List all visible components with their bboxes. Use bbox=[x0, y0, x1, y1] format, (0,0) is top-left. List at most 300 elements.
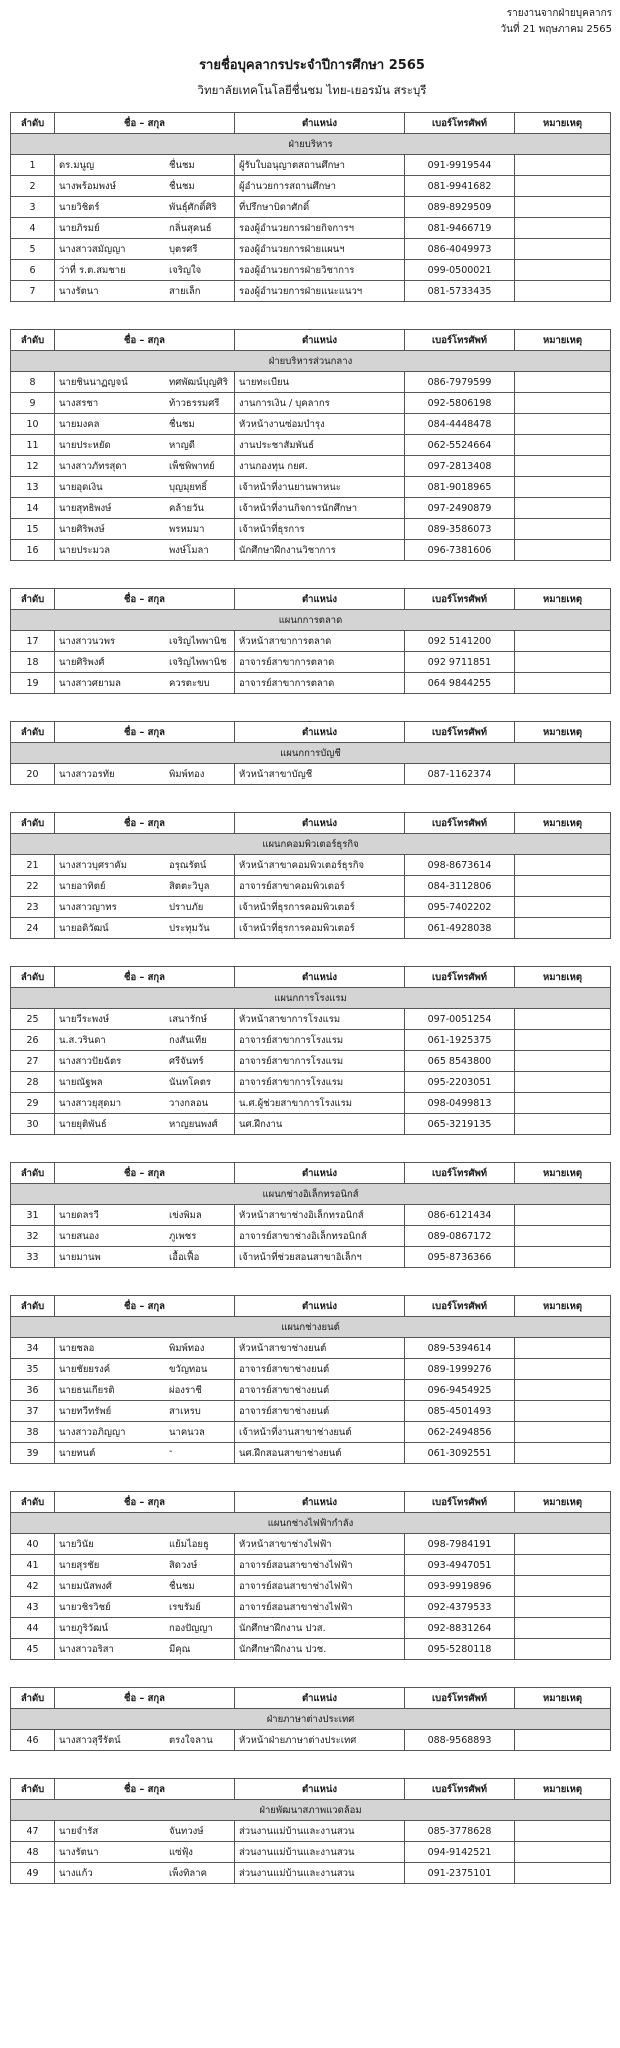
page-subtitle: วิทยาลัยเทคโนโลยีชื่นชม ไทย-เยอรมัน สระบุรี bbox=[197, 83, 427, 97]
note-cell bbox=[515, 1639, 611, 1660]
first-name: นายอุดเงิน bbox=[59, 481, 103, 493]
table-row bbox=[11, 1821, 611, 1842]
row-number: 12 bbox=[11, 456, 55, 477]
first-name: ดร.มนูญ bbox=[59, 159, 95, 171]
department-name: ฝ่ายภาษาต่างประเทศ bbox=[11, 1709, 611, 1730]
first-name: นางสาวญาทร bbox=[59, 901, 117, 913]
person-name-cell bbox=[55, 1821, 235, 1842]
table-header-row bbox=[11, 722, 611, 743]
person-name-cell bbox=[55, 477, 235, 498]
column-header-name: ชื่อ – สกุล bbox=[55, 1688, 235, 1709]
phone-cell: 086-4049973 bbox=[405, 239, 515, 260]
department-table bbox=[10, 1491, 611, 1660]
first-name: นายสุรชัย bbox=[59, 1559, 100, 1571]
first-name: นายมงคล bbox=[59, 418, 100, 430]
first-name: นายทวีทรัพย์ bbox=[59, 1405, 112, 1417]
table-row bbox=[11, 477, 611, 498]
row-number: 45 bbox=[11, 1639, 55, 1660]
person-name-cell bbox=[55, 456, 235, 477]
table-row bbox=[11, 1009, 611, 1030]
row-number: 3 bbox=[11, 197, 55, 218]
column-header-no: ลำดับ bbox=[11, 589, 55, 610]
row-number: 23 bbox=[11, 897, 55, 918]
column-header-position: ตำแหน่ง bbox=[235, 330, 405, 351]
position-cell: งานกองทุน กยศ. bbox=[235, 456, 405, 477]
column-header-note: หมายเหตุ bbox=[515, 1296, 611, 1317]
note-cell bbox=[515, 764, 611, 785]
last-name: ชื่นชม bbox=[169, 159, 195, 171]
person-name-cell bbox=[55, 260, 235, 281]
table-row bbox=[11, 456, 611, 477]
column-header-phone: เบอร์โทรศัพท์ bbox=[405, 1492, 515, 1513]
column-header-note: หมายเหตุ bbox=[515, 1779, 611, 1800]
last-name: เสนารักษ์ bbox=[169, 1013, 207, 1025]
last-name: เอื้อเฟื้อ bbox=[169, 1251, 200, 1263]
row-number: 2 bbox=[11, 176, 55, 197]
phone-cell: 061-3092551 bbox=[405, 1443, 515, 1464]
column-header-name: ชื่อ – สกุล bbox=[55, 589, 235, 610]
row-number: 16 bbox=[11, 540, 55, 561]
person-name-cell bbox=[55, 1842, 235, 1863]
department-table bbox=[10, 1687, 611, 1751]
note-cell bbox=[515, 1009, 611, 1030]
position-cell: ผู้อำนวยการสถานศึกษา bbox=[235, 176, 405, 197]
first-name: นายประหยัด bbox=[59, 439, 111, 451]
first-name: นายวิชิตร์ bbox=[59, 201, 100, 213]
note-cell bbox=[515, 1534, 611, 1555]
phone-cell: 097-2490879 bbox=[405, 498, 515, 519]
first-name: นางสาวอภิญญา bbox=[59, 1426, 126, 1438]
person-name-cell bbox=[55, 1730, 235, 1751]
last-name: หาญยนพงศ์ bbox=[169, 1118, 218, 1130]
phone-cell: 089-8929509 bbox=[405, 197, 515, 218]
position-cell: อาจารย์สาขาการตลาด bbox=[235, 673, 405, 694]
column-header-phone: เบอร์โทรศัพท์ bbox=[405, 967, 515, 988]
table-row bbox=[11, 1359, 611, 1380]
note-cell bbox=[515, 1422, 611, 1443]
person-name-cell bbox=[55, 764, 235, 785]
first-name: นางสาวศยามล bbox=[59, 677, 121, 689]
note-cell bbox=[515, 897, 611, 918]
person-name-cell bbox=[55, 239, 235, 260]
last-name: ชื่นชม bbox=[169, 418, 195, 430]
column-header-no: ลำดับ bbox=[11, 967, 55, 988]
note-cell bbox=[515, 1247, 611, 1268]
department-header-row bbox=[11, 1317, 611, 1338]
column-header-note: หมายเหตุ bbox=[515, 1163, 611, 1184]
table-row bbox=[11, 281, 611, 302]
first-name: นายอาทิตย์ bbox=[59, 880, 106, 892]
column-header-no: ลำดับ bbox=[11, 330, 55, 351]
phone-cell: 089-1999276 bbox=[405, 1359, 515, 1380]
last-name: เพ็ชพิพาทย์ bbox=[169, 460, 215, 472]
person-name-cell bbox=[55, 1863, 235, 1884]
phone-cell: 062-5524664 bbox=[405, 435, 515, 456]
column-header-note: หมายเหตุ bbox=[515, 330, 611, 351]
column-header-position: ตำแหน่ง bbox=[235, 1492, 405, 1513]
person-name-cell bbox=[55, 1618, 235, 1639]
first-name: นางแก้ว bbox=[59, 1867, 93, 1879]
last-name: นาคนวล bbox=[169, 1426, 205, 1438]
position-cell: อาจารย์สอนสาขาช่างไฟฟ้า bbox=[235, 1555, 405, 1576]
person-name-cell bbox=[55, 897, 235, 918]
column-header-no: ลำดับ bbox=[11, 1296, 55, 1317]
column-header-name: ชื่อ – สกุล bbox=[55, 1779, 235, 1800]
column-header-note: หมายเหตุ bbox=[515, 967, 611, 988]
note-cell bbox=[515, 393, 611, 414]
position-cell: รองผู้อำนวยการฝ่ายแผนฯ bbox=[235, 239, 405, 260]
note-cell bbox=[515, 1618, 611, 1639]
note-cell bbox=[515, 1051, 611, 1072]
table-row bbox=[11, 1226, 611, 1247]
column-header-position: ตำแหน่ง bbox=[235, 1296, 405, 1317]
table-row bbox=[11, 414, 611, 435]
first-name: นางสาวอริสา bbox=[59, 1643, 114, 1655]
column-header-phone: เบอร์โทรศัพท์ bbox=[405, 113, 515, 134]
last-name: จันทวงษ์ bbox=[169, 1825, 204, 1837]
phone-cell: 092 9711851 bbox=[405, 652, 515, 673]
last-name: ทศพัฒน์บุญศิริ bbox=[169, 376, 228, 388]
table-row bbox=[11, 1597, 611, 1618]
first-name: นางสาวปัยฉัตร bbox=[59, 1055, 122, 1067]
row-number: 37 bbox=[11, 1401, 55, 1422]
person-name-cell bbox=[55, 218, 235, 239]
person-name-cell bbox=[55, 1009, 235, 1030]
person-name-cell bbox=[55, 1072, 235, 1093]
position-cell: อาจารย์สาขาการโรงแรม bbox=[235, 1072, 405, 1093]
table-header-row bbox=[11, 1296, 611, 1317]
table-row bbox=[11, 260, 611, 281]
table-row bbox=[11, 540, 611, 561]
phone-cell: 092-4379533 bbox=[405, 1597, 515, 1618]
first-name: นายสุทธิพงษ์ bbox=[59, 502, 112, 514]
row-number: 18 bbox=[11, 652, 55, 673]
last-name: เข่งพิมล bbox=[169, 1209, 202, 1221]
first-name: นายวีระพงษ์ bbox=[59, 1013, 110, 1025]
last-name: พรหมมา bbox=[169, 523, 205, 535]
department-table bbox=[10, 1778, 611, 1884]
position-cell: เจ้าหน้าที่ธุรการ bbox=[235, 519, 405, 540]
person-name-cell bbox=[55, 673, 235, 694]
column-header-name: ชื่อ – สกุล bbox=[55, 722, 235, 743]
last-name: บุญมุยทธิ์ bbox=[169, 481, 208, 493]
department-table bbox=[10, 1162, 611, 1268]
phone-cell: 065-3219135 bbox=[405, 1114, 515, 1135]
person-name-cell bbox=[55, 393, 235, 414]
first-name: นายภิรมย์ bbox=[59, 222, 100, 234]
position-cell: เจ้าหน้าที่ธุรการคอมพิวเตอร์ bbox=[235, 897, 405, 918]
table-row bbox=[11, 197, 611, 218]
first-name: นางสาวสมัญญา bbox=[59, 243, 126, 255]
column-header-position: ตำแหน่ง bbox=[235, 967, 405, 988]
table-row bbox=[11, 1247, 611, 1268]
row-number: 40 bbox=[11, 1534, 55, 1555]
last-name: สิดวงษ์ bbox=[169, 1559, 198, 1571]
table-row bbox=[11, 1072, 611, 1093]
last-name: ผ่องราชี bbox=[169, 1384, 202, 1396]
note-cell bbox=[515, 218, 611, 239]
table-row bbox=[11, 435, 611, 456]
position-cell: หัวหน้าสาขาช่างไฟฟ้า bbox=[235, 1534, 405, 1555]
column-header-position: ตำแหน่ง bbox=[235, 1779, 405, 1800]
column-header-name: ชื่อ – สกุล bbox=[55, 1492, 235, 1513]
table-header-row bbox=[11, 589, 611, 610]
person-name-cell bbox=[55, 876, 235, 897]
column-header-note: หมายเหตุ bbox=[515, 813, 611, 834]
note-cell bbox=[515, 876, 611, 897]
first-name: นายมานพ bbox=[59, 1251, 101, 1263]
row-number: 4 bbox=[11, 218, 55, 239]
position-cell: รองผู้อำนวยการฝ่ายแนะแนวฯ bbox=[235, 281, 405, 302]
table-row bbox=[11, 372, 611, 393]
table-header-row bbox=[11, 813, 611, 834]
last-name: ประทุมวัน bbox=[169, 922, 210, 934]
note-cell bbox=[515, 414, 611, 435]
last-name: กองปัญญา bbox=[169, 1622, 213, 1634]
phone-cell: 062-2494856 bbox=[405, 1422, 515, 1443]
column-header-phone: เบอร์โทรศัพท์ bbox=[405, 1163, 515, 1184]
column-header-note: หมายเหตุ bbox=[515, 589, 611, 610]
phone-cell: 096-7381606 bbox=[405, 540, 515, 561]
row-number: 24 bbox=[11, 918, 55, 939]
department-name: แผนกคอมพิวเตอร์ธุรกิจ bbox=[11, 834, 611, 855]
first-name: นายประมวล bbox=[59, 544, 111, 556]
last-name: ชื่นชม bbox=[169, 180, 195, 192]
table-row bbox=[11, 1093, 611, 1114]
position-cell: เจ้าหน้าที่งานสาขาช่างยนต์ bbox=[235, 1422, 405, 1443]
note-cell bbox=[515, 1555, 611, 1576]
phone-cell: 095-7402202 bbox=[405, 897, 515, 918]
first-name: นางรัตนา bbox=[59, 1846, 99, 1858]
column-header-no: ลำดับ bbox=[11, 1688, 55, 1709]
phone-cell: 081-9941682 bbox=[405, 176, 515, 197]
column-header-note: หมายเหตุ bbox=[515, 113, 611, 134]
position-cell: หัวหน้าสาขาการตลาด bbox=[235, 631, 405, 652]
first-name: นายณัฐพล bbox=[59, 1076, 103, 1088]
position-cell: ส่วนงานแม่บ้านและงานสวน bbox=[235, 1821, 405, 1842]
table-header-row bbox=[11, 330, 611, 351]
table-row bbox=[11, 631, 611, 652]
row-number: 47 bbox=[11, 1821, 55, 1842]
phone-cell: 087-1162374 bbox=[405, 764, 515, 785]
table-row bbox=[11, 1205, 611, 1226]
report-date: วันที่ 21 พฤษภาคม 2565 bbox=[500, 24, 612, 35]
column-header-position: ตำแหน่ง bbox=[235, 1163, 405, 1184]
position-cell: หัวหน้าสาขาบัญชี bbox=[235, 764, 405, 785]
row-number: 20 bbox=[11, 764, 55, 785]
position-cell: หัวหน้าสาขาช่างยนต์ bbox=[235, 1338, 405, 1359]
note-cell bbox=[515, 281, 611, 302]
last-name: นันทโคตร bbox=[169, 1076, 211, 1088]
position-cell: งานการเงิน / บุคลากร bbox=[235, 393, 405, 414]
row-number: 31 bbox=[11, 1205, 55, 1226]
department-name: แผนกการโรงแรม bbox=[11, 988, 611, 1009]
department-header-row bbox=[11, 1709, 611, 1730]
row-number: 28 bbox=[11, 1072, 55, 1093]
column-header-position: ตำแหน่ง bbox=[235, 722, 405, 743]
note-cell bbox=[515, 918, 611, 939]
row-number: 39 bbox=[11, 1443, 55, 1464]
person-name-cell bbox=[55, 918, 235, 939]
phone-cell: 061-4928038 bbox=[405, 918, 515, 939]
column-header-no: ลำดับ bbox=[11, 113, 55, 134]
position-cell: นายทะเบียน bbox=[235, 372, 405, 393]
position-cell: นักศึกษาฝึกงาน ปวช. bbox=[235, 1639, 405, 1660]
last-name: ขวัญทอน bbox=[169, 1363, 208, 1375]
last-name: บุตรศรี bbox=[169, 243, 198, 255]
first-name: นางสาวยุสุดมา bbox=[59, 1097, 122, 1109]
note-cell bbox=[515, 1072, 611, 1093]
person-name-cell bbox=[55, 155, 235, 176]
phone-cell: 099-0500021 bbox=[405, 260, 515, 281]
phone-cell: 098-8673614 bbox=[405, 855, 515, 876]
first-name: นายวชิรวิชย์ bbox=[59, 1601, 111, 1613]
position-cell: อาจารย์สาขาช่างยนต์ bbox=[235, 1359, 405, 1380]
department-header-row bbox=[11, 1184, 611, 1205]
table-header-row bbox=[11, 1688, 611, 1709]
phone-cell: 081-9466719 bbox=[405, 218, 515, 239]
last-name: ตรงใจลาน bbox=[169, 1734, 213, 1746]
department-name: ฝ่ายพัฒนาสภาพแวดล้อม bbox=[11, 1800, 611, 1821]
table-row bbox=[11, 673, 611, 694]
note-cell bbox=[515, 498, 611, 519]
person-name-cell bbox=[55, 1030, 235, 1051]
column-header-name: ชื่อ – สกุล bbox=[55, 813, 235, 834]
phone-cell: 093-9919896 bbox=[405, 1576, 515, 1597]
first-name: นายวินัย bbox=[59, 1538, 94, 1550]
first-name: นายยุติพันธ์ bbox=[59, 1118, 107, 1130]
table-row bbox=[11, 1401, 611, 1422]
phone-cell: 092-5806198 bbox=[405, 393, 515, 414]
last-name: สายเล็ก bbox=[169, 285, 201, 297]
column-header-name: ชื่อ – สกุล bbox=[55, 330, 235, 351]
last-name: เรขรัมย์ bbox=[169, 1601, 201, 1613]
first-name: นางสาวสุรีรัตน์ bbox=[59, 1734, 121, 1746]
person-name-cell bbox=[55, 1247, 235, 1268]
last-name: สิตตะวิบูล bbox=[169, 880, 210, 892]
person-name-cell bbox=[55, 1597, 235, 1618]
phone-cell: 098-0499813 bbox=[405, 1093, 515, 1114]
row-number: 27 bbox=[11, 1051, 55, 1072]
position-cell: นศ.ฝึกสอนสาขาช่างยนต์ bbox=[235, 1443, 405, 1464]
person-name-cell bbox=[55, 1114, 235, 1135]
note-cell bbox=[515, 1821, 611, 1842]
person-name-cell bbox=[55, 1380, 235, 1401]
position-cell: เจ้าหน้าที่งานยานพาหนะ bbox=[235, 477, 405, 498]
note-cell bbox=[515, 176, 611, 197]
note-cell bbox=[515, 1226, 611, 1247]
row-number: 32 bbox=[11, 1226, 55, 1247]
last-name: เจริญใจ bbox=[169, 264, 202, 276]
position-cell: น.ศ.ผู้ช่วยสาขาการโรงแรม bbox=[235, 1093, 405, 1114]
table-row bbox=[11, 1576, 611, 1597]
column-header-position: ตำแหน่ง bbox=[235, 589, 405, 610]
last-name: ท้าวธรรมศรี bbox=[169, 397, 220, 409]
person-name-cell bbox=[55, 414, 235, 435]
last-name: แซ่ฟุ้ง bbox=[169, 1846, 193, 1858]
first-name: นายธนเกียรติ bbox=[59, 1384, 115, 1396]
last-name: อรุณรัตน์ bbox=[169, 859, 207, 871]
row-number: 22 bbox=[11, 876, 55, 897]
last-name: สาเหรบ bbox=[169, 1405, 201, 1417]
phone-cell: 064 9844255 bbox=[405, 673, 515, 694]
note-cell bbox=[515, 1576, 611, 1597]
column-header-no: ลำดับ bbox=[11, 813, 55, 834]
table-row bbox=[11, 1380, 611, 1401]
phone-cell: 095-2203051 bbox=[405, 1072, 515, 1093]
person-name-cell bbox=[55, 1051, 235, 1072]
position-cell: ส่วนงานแม่บ้านและงานสวน bbox=[235, 1863, 405, 1884]
table-row bbox=[11, 1030, 611, 1051]
first-name: นายทนต์ bbox=[59, 1447, 96, 1459]
department-header-row bbox=[11, 743, 611, 764]
row-number: 42 bbox=[11, 1576, 55, 1597]
last-name: มีคุณ bbox=[169, 1643, 191, 1655]
table-header-row bbox=[11, 1779, 611, 1800]
table-row bbox=[11, 652, 611, 673]
last-name: กงสันเทีย bbox=[169, 1034, 207, 1046]
table-header-row bbox=[11, 967, 611, 988]
last-name: แย้มไอยธู bbox=[169, 1538, 209, 1550]
note-cell bbox=[515, 631, 611, 652]
table-row bbox=[11, 239, 611, 260]
last-name: เพ็งทิลาค bbox=[169, 1867, 207, 1879]
first-name: นางสาวภัทรสุดา bbox=[59, 460, 127, 472]
phone-cell: 095-5280118 bbox=[405, 1639, 515, 1660]
page-title: รายชื่อบุคลากรประจำปีการศึกษา 2565 bbox=[199, 58, 425, 73]
department-header-row bbox=[11, 1800, 611, 1821]
person-name-cell bbox=[55, 372, 235, 393]
person-name-cell bbox=[55, 855, 235, 876]
department-name: แผนกการตลาด bbox=[11, 610, 611, 631]
row-number: 7 bbox=[11, 281, 55, 302]
first-name: นายภูริวัฒน์ bbox=[59, 1622, 109, 1634]
table-row bbox=[11, 918, 611, 939]
note-cell bbox=[515, 155, 611, 176]
position-cell: นักศึกษาฝึกงาน ปวส. bbox=[235, 1618, 405, 1639]
table-row bbox=[11, 1555, 611, 1576]
row-number: 33 bbox=[11, 1247, 55, 1268]
row-number: 17 bbox=[11, 631, 55, 652]
first-name: นายจำรัส bbox=[59, 1825, 99, 1837]
department-header-row bbox=[11, 351, 611, 372]
table-row bbox=[11, 218, 611, 239]
position-cell: ที่ปรึกษาบิดาศักดิ์ bbox=[235, 197, 405, 218]
last-name: เจริญไพพานิช bbox=[169, 635, 227, 647]
department-table bbox=[10, 721, 611, 785]
note-cell bbox=[515, 855, 611, 876]
note-cell bbox=[515, 197, 611, 218]
phone-cell: 086-6121434 bbox=[405, 1205, 515, 1226]
column-header-note: หมายเหตุ bbox=[515, 1688, 611, 1709]
first-name: นายศิริพงศ์ bbox=[59, 656, 105, 668]
table-row bbox=[11, 855, 611, 876]
position-cell: เจ้าหน้าที่ช่วยสอนสาขาอิเล็กฯ bbox=[235, 1247, 405, 1268]
position-cell: อาจารย์สอนสาขาช่างไฟฟ้า bbox=[235, 1576, 405, 1597]
note-cell bbox=[515, 1359, 611, 1380]
column-header-note: หมายเหตุ bbox=[515, 722, 611, 743]
department-name: ฝ่ายบริหาร bbox=[11, 134, 611, 155]
row-number: 35 bbox=[11, 1359, 55, 1380]
first-name: นางสาวนวพร bbox=[59, 635, 116, 647]
table-header-row bbox=[11, 1163, 611, 1184]
last-name: ชื่นชม bbox=[169, 1580, 195, 1592]
phone-cell: 065 8543800 bbox=[405, 1051, 515, 1072]
note-cell bbox=[515, 1093, 611, 1114]
note-cell bbox=[515, 652, 611, 673]
position-cell: หัวหน้าฝ่ายภาษาต่างประเทศ bbox=[235, 1730, 405, 1751]
column-header-no: ลำดับ bbox=[11, 1779, 55, 1800]
